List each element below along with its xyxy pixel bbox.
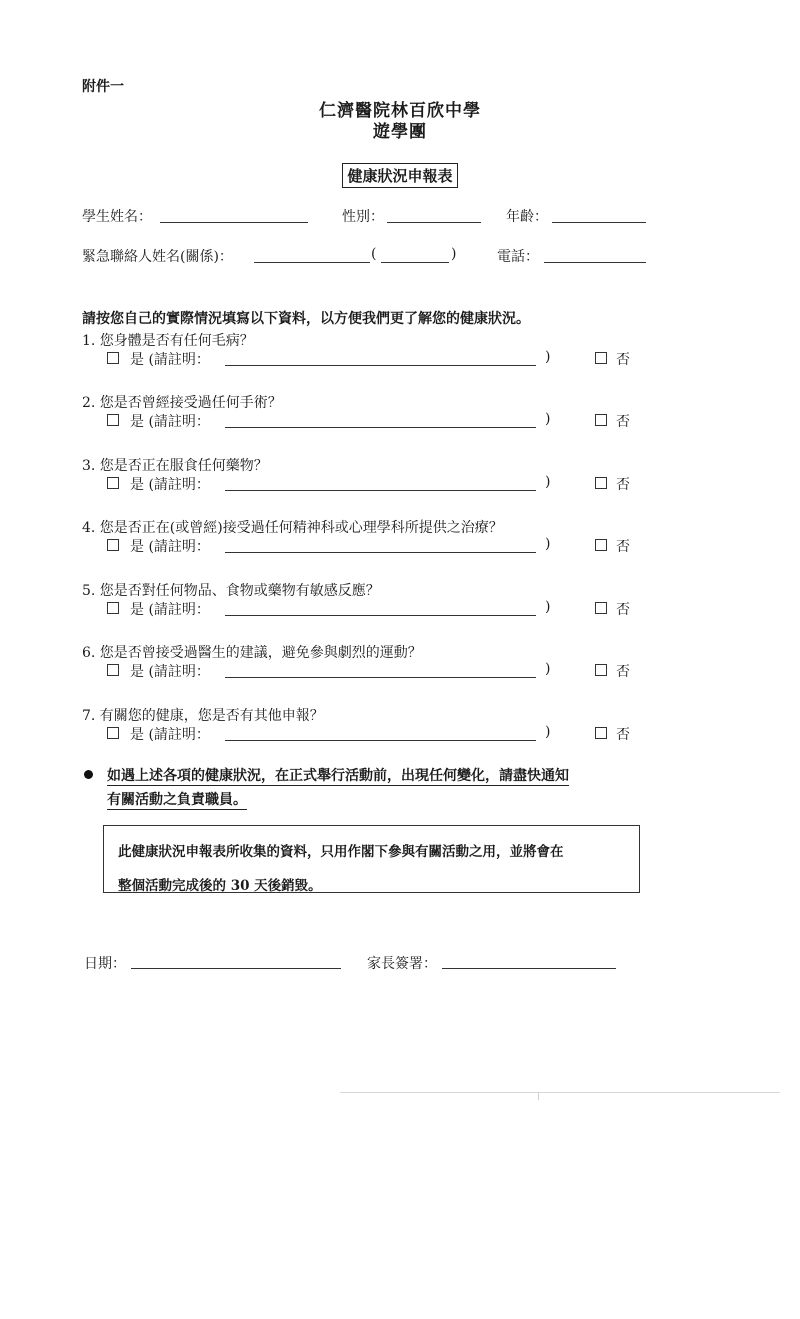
question-5: 5. 您是否對任何物品、食物或藥物有敏感反應？ [82, 583, 380, 599]
student-name-label: 學生姓名： [82, 209, 152, 225]
yes-checkbox-2[interactable] [107, 414, 119, 426]
question-6: 6. 您是否曾接受過醫生的建議，避免參與劇烈的運動？ [82, 645, 422, 661]
yes-label-3: 是 (請註明： [130, 477, 210, 493]
no-label-1: 否 [616, 352, 630, 368]
yes-checkbox-3[interactable] [107, 477, 119, 489]
question-2: 2. 您是否曾經接受過任何手術？ [82, 395, 282, 411]
parent-signature-label: 家長簽署： [367, 956, 437, 972]
gender-label: 性別： [342, 209, 384, 225]
instruction-text: 請按您自己的實際情況填寫以下資料，以方便我們更了解您的健康狀況。 [82, 311, 530, 327]
details-field-7[interactable] [225, 740, 536, 741]
question-3: 3. 您是否正在服食任何藥物？ [82, 458, 268, 474]
yes-label-6: 是 (請註明： [130, 664, 210, 680]
no-checkbox-1[interactable] [595, 352, 607, 364]
scan-artifact-tick [538, 1092, 539, 1100]
yes-close-5: ) [545, 599, 551, 615]
notice-line-1 [107, 765, 569, 785]
yes-close-6: ) [545, 661, 551, 677]
yes-checkbox-4[interactable] [107, 539, 119, 551]
phone-field[interactable] [544, 262, 646, 263]
no-checkbox-6[interactable] [595, 664, 607, 676]
no-label-6: 否 [616, 664, 630, 680]
form-title: 健康狀況申報表 [342, 163, 457, 188]
emergency-contact-field[interactable] [254, 262, 370, 263]
no-label-5: 否 [616, 602, 630, 618]
yes-label-2: 是 (請註明： [130, 414, 210, 430]
yes-label-5: 是 (請註明： [130, 602, 210, 618]
relation-paren-close: ) [451, 246, 457, 262]
date-field[interactable] [131, 968, 341, 969]
no-checkbox-5[interactable] [595, 602, 607, 614]
yes-close-7: ) [545, 724, 551, 740]
question-7: 7. 有關您的健康，您是否有其他申報？ [82, 708, 324, 724]
age-field[interactable] [552, 222, 646, 223]
school-name: 仁濟醫院林百欣中學 [319, 101, 481, 121]
relation-field[interactable] [381, 262, 449, 263]
yes-close-4: ) [545, 536, 551, 552]
emergency-contact-label: 緊急聯絡人姓名(關係)： [82, 249, 233, 265]
no-label-2: 否 [616, 414, 630, 430]
yes-checkbox-7[interactable] [107, 727, 119, 739]
details-field-6[interactable] [225, 677, 536, 678]
phone-label: 電話： [497, 249, 539, 265]
scan-artifact-line [340, 1092, 780, 1093]
relation-paren-open: ( [371, 246, 377, 262]
parent-signature-field[interactable] [442, 968, 616, 969]
yes-close-1: ) [545, 349, 551, 365]
yes-close-2: ) [545, 411, 551, 427]
date-label: 日期： [84, 956, 126, 972]
notice-line-2 [107, 789, 247, 809]
question-1: 1. 您身體是否有任何毛病？ [82, 333, 254, 349]
details-field-3[interactable] [225, 490, 536, 491]
gender-field[interactable] [387, 222, 481, 223]
form-title-wrap [0, 163, 800, 188]
details-field-5[interactable] [225, 615, 536, 616]
no-label-7: 否 [616, 727, 630, 743]
no-checkbox-7[interactable] [595, 727, 607, 739]
no-checkbox-3[interactable] [595, 477, 607, 489]
privacy-notice-box [103, 825, 640, 893]
yes-label-1: 是 (請註明： [130, 352, 210, 368]
yes-label-7: 是 (請註明： [130, 727, 210, 743]
yes-close-3: ) [545, 474, 551, 490]
notice-line-2-text: 有關活動之負責職員。 [107, 792, 247, 808]
question-4: 4. 您是否正在(或曾經)接受過任何精神科或心理學科所提供之治療？ [82, 520, 503, 536]
privacy-line-2: 整個活動完成後的 30 天後銷毀。 [118, 878, 322, 894]
notice-line-1-text: 如遇上述各項的健康狀況，在正式舉行活動前，出現任何變化，請盡快通知 [107, 768, 569, 784]
no-label-3: 否 [616, 477, 630, 493]
bullet-icon [84, 770, 93, 779]
no-checkbox-2[interactable] [595, 414, 607, 426]
yes-checkbox-5[interactable] [107, 602, 119, 614]
privacy-line-1: 此健康狀況申報表所收集的資料，只用作閣下參與有關活動之用，並將會在 [118, 844, 564, 860]
yes-checkbox-6[interactable] [107, 664, 119, 676]
details-field-4[interactable] [225, 552, 536, 553]
no-checkbox-4[interactable] [595, 539, 607, 551]
details-field-1[interactable] [225, 365, 536, 366]
no-label-4: 否 [616, 539, 630, 555]
attachment-label: 附件一 [82, 79, 124, 95]
yes-label-4: 是 (請註明： [130, 539, 210, 555]
yes-checkbox-1[interactable] [107, 352, 119, 364]
age-label: 年齡： [506, 209, 548, 225]
student-name-field[interactable] [160, 222, 308, 223]
details-field-2[interactable] [225, 427, 536, 428]
event-name: 遊學團 [373, 122, 427, 142]
